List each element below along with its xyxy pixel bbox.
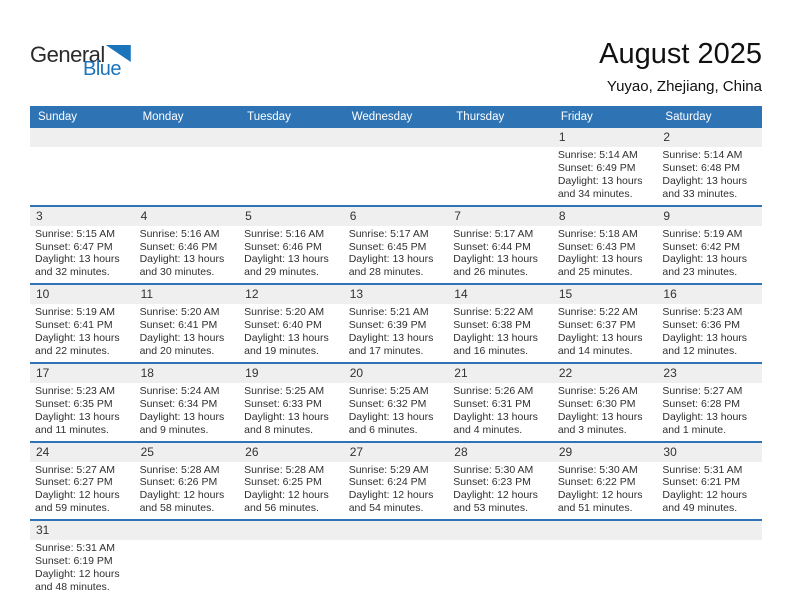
- day-info: [135, 147, 240, 153]
- day-info-line: Sunset: 6:46 PM: [244, 240, 322, 253]
- day-info-line: Daylight: 12 hours: [348, 489, 434, 502]
- week-row: [30, 207, 762, 286]
- day-cell-30: [657, 443, 762, 520]
- day-info-line: and 20 minutes.: [139, 344, 215, 357]
- day-number: 16: [657, 285, 762, 304]
- day-info-line: Daylight: 13 hours: [244, 410, 329, 423]
- day-cell-8: [553, 207, 658, 284]
- day-info-line: Daylight: 12 hours: [557, 489, 643, 502]
- day-info: [239, 304, 344, 362]
- day-info-line: and 49 minutes.: [662, 502, 738, 515]
- week-row: [30, 128, 762, 207]
- day-info-line: and 22 minutes.: [35, 344, 110, 357]
- day-info: [239, 540, 344, 546]
- day-info-line: and 1 minute.: [662, 423, 727, 436]
- day-info-line: Sunset: 6:39 PM: [348, 319, 427, 332]
- day-cell-2: [657, 128, 762, 205]
- day-info-line: and 8 minutes.: [244, 423, 314, 436]
- day-info-line: Daylight: 13 hours: [244, 332, 329, 345]
- day-cell-18: [135, 364, 240, 441]
- weekday-header-sunday: Sunday: [38, 111, 78, 123]
- day-number: 9: [657, 207, 762, 226]
- day-info-line: and 23 minutes.: [662, 266, 738, 279]
- day-cell-empty: [553, 521, 658, 598]
- day-info-line: Daylight: 12 hours: [244, 489, 329, 502]
- day-number: [448, 521, 553, 540]
- day-info-line: Daylight: 13 hours: [557, 410, 643, 423]
- day-info-line: Sunset: 6:31 PM: [453, 397, 531, 410]
- day-number: 10: [30, 285, 135, 304]
- day-info-line: and 58 minutes.: [139, 502, 215, 515]
- day-info-line: Sunrise: 5:30 AM: [557, 463, 638, 476]
- weekday-header-row: [30, 106, 762, 128]
- day-info-line: Daylight: 12 hours: [35, 567, 120, 580]
- weekday-header-wednesday: Wednesday: [351, 111, 413, 123]
- day-info: [657, 383, 762, 441]
- day-cell-empty: [344, 521, 449, 598]
- day-info: [30, 147, 135, 153]
- day-cell-empty: [448, 128, 553, 205]
- day-info-line: Sunset: 6:23 PM: [453, 476, 531, 489]
- day-number: 6: [344, 207, 449, 226]
- day-cell-13: [344, 285, 449, 362]
- calendar-weeks: [30, 128, 762, 598]
- day-info: [448, 462, 553, 520]
- day-info-line: Sunrise: 5:28 AM: [244, 463, 325, 476]
- day-info-line: Sunset: 6:32 PM: [348, 397, 427, 410]
- day-number: 17: [30, 364, 135, 383]
- day-info-line: Daylight: 13 hours: [35, 253, 120, 266]
- day-info-line: Sunset: 6:41 PM: [139, 319, 218, 332]
- week-row: [30, 364, 762, 443]
- day-info-line: Daylight: 13 hours: [662, 174, 748, 187]
- day-info-line: and 53 minutes.: [453, 502, 528, 515]
- day-info-line: and 30 minutes.: [139, 266, 215, 279]
- day-info-line: Sunrise: 5:20 AM: [244, 306, 325, 319]
- day-info-line: and 11 minutes.: [35, 423, 109, 436]
- day-info-line: Daylight: 13 hours: [139, 332, 225, 345]
- day-info-line: Sunset: 6:35 PM: [35, 397, 113, 410]
- weekday-header-tuesday: Tuesday: [247, 111, 291, 123]
- day-info-line: Sunset: 6:47 PM: [35, 240, 113, 253]
- day-info-line: Sunset: 6:40 PM: [244, 319, 322, 332]
- day-info-line: and 14 minutes.: [557, 344, 633, 357]
- weekday-header-friday: Friday: [560, 111, 593, 123]
- day-number: [135, 128, 240, 147]
- day-info-line: Daylight: 13 hours: [348, 253, 434, 266]
- day-number: 18: [135, 364, 240, 383]
- day-info: [344, 226, 449, 284]
- day-number: 25: [135, 443, 240, 462]
- day-number: 20: [344, 364, 449, 383]
- day-info-line: Sunset: 6:25 PM: [244, 476, 322, 489]
- day-cell-19: [239, 364, 344, 441]
- day-info: [135, 462, 240, 520]
- day-cell-26: [239, 443, 344, 520]
- day-info-line: Sunrise: 5:19 AM: [35, 306, 115, 319]
- day-cell-15: [553, 285, 658, 362]
- day-info-line: Sunset: 6:45 PM: [348, 240, 427, 253]
- day-number: 19: [239, 364, 344, 383]
- day-cell-28: [448, 443, 553, 520]
- day-info-line: Sunset: 6:44 PM: [453, 240, 531, 253]
- day-info-line: Daylight: 13 hours: [453, 332, 538, 345]
- day-cell-empty: [448, 521, 553, 598]
- day-info-line: Daylight: 12 hours: [453, 489, 538, 502]
- day-cell-6: [344, 207, 449, 284]
- day-info: [30, 226, 135, 284]
- day-info-line: Sunrise: 5:22 AM: [557, 306, 638, 319]
- day-info-line: and 19 minutes.: [244, 344, 319, 357]
- day-info-line: Sunrise: 5:17 AM: [348, 227, 429, 240]
- day-number: [553, 521, 658, 540]
- day-number: 31: [30, 521, 135, 540]
- day-info: [344, 147, 449, 153]
- day-number: [657, 521, 762, 540]
- day-number: [344, 128, 449, 147]
- day-info-line: Daylight: 13 hours: [557, 174, 643, 187]
- day-info: [657, 304, 762, 362]
- day-info-line: Daylight: 13 hours: [453, 410, 538, 423]
- day-number: 27: [344, 443, 449, 462]
- day-info-line: Sunset: 6:42 PM: [662, 240, 741, 253]
- day-info-line: Sunrise: 5:31 AM: [35, 542, 115, 555]
- day-number: [239, 128, 344, 147]
- day-cell-empty: [344, 128, 449, 205]
- day-info: [344, 540, 449, 546]
- day-info: [553, 462, 658, 520]
- day-info-line: and 6 minutes.: [348, 423, 418, 436]
- day-number: 15: [553, 285, 658, 304]
- day-number: 1: [553, 128, 658, 147]
- day-info-line: and 54 minutes.: [348, 502, 424, 515]
- day-cell-empty: [135, 521, 240, 598]
- day-info-line: Daylight: 13 hours: [139, 253, 225, 266]
- day-info: [344, 462, 449, 520]
- title-block: [599, 38, 762, 95]
- day-info-line: Sunset: 6:38 PM: [453, 319, 531, 332]
- day-cell-10: [30, 285, 135, 362]
- day-cell-3: [30, 207, 135, 284]
- day-info: [239, 226, 344, 284]
- day-info-line: Sunrise: 5:14 AM: [662, 149, 743, 161]
- day-info-line: Sunset: 6:33 PM: [244, 397, 322, 410]
- day-info-line: Daylight: 13 hours: [348, 410, 434, 423]
- day-cell-empty: [657, 521, 762, 598]
- day-info-line: and 34 minutes.: [557, 187, 633, 200]
- day-cell-empty: [135, 128, 240, 205]
- day-info-line: Daylight: 13 hours: [557, 332, 643, 345]
- day-info-line: Daylight: 13 hours: [662, 253, 748, 266]
- day-info-line: Daylight: 13 hours: [557, 253, 643, 266]
- day-info-line: Daylight: 12 hours: [662, 489, 748, 502]
- day-info-line: Sunrise: 5:23 AM: [662, 306, 743, 319]
- day-info-line: Sunrise: 5:30 AM: [453, 463, 534, 476]
- day-number: 11: [135, 285, 240, 304]
- day-info-line: Sunrise: 5:22 AM: [453, 306, 534, 319]
- day-info: [239, 147, 344, 153]
- day-info-line: and 48 minutes.: [35, 580, 110, 593]
- day-info: [553, 147, 658, 205]
- day-number: [344, 521, 449, 540]
- day-cell-29: [553, 443, 658, 520]
- day-info: [553, 304, 658, 362]
- day-cell-21: [448, 364, 553, 441]
- day-cell-24: [30, 443, 135, 520]
- day-info: [135, 226, 240, 284]
- day-cell-22: [553, 364, 658, 441]
- weekday-header-saturday: Saturday: [665, 111, 712, 123]
- day-info-line: Sunrise: 5:18 AM: [557, 227, 638, 240]
- day-number: [135, 521, 240, 540]
- day-info-line: Daylight: 12 hours: [139, 489, 225, 502]
- day-info: [30, 462, 135, 520]
- day-cell-16: [657, 285, 762, 362]
- day-info: [30, 540, 135, 598]
- day-info: [657, 147, 762, 205]
- day-info-line: Daylight: 13 hours: [662, 332, 748, 345]
- day-info-line: Sunset: 6:22 PM: [557, 476, 636, 489]
- day-info-line: and 9 minutes.: [139, 423, 209, 436]
- day-cell-27: [344, 443, 449, 520]
- logo-text-general: General: [30, 42, 105, 67]
- day-cell-empty: [239, 521, 344, 598]
- day-cell-12: [239, 285, 344, 362]
- day-info-line: Sunrise: 5:28 AM: [139, 463, 220, 476]
- day-number: 4: [135, 207, 240, 226]
- day-info: [239, 383, 344, 441]
- day-cell-31: [30, 521, 135, 598]
- weekday-header-thursday: Thursday: [456, 111, 505, 123]
- day-number: [448, 128, 553, 147]
- logo-text-blue: Blue: [83, 58, 122, 80]
- day-info-line: Daylight: 12 hours: [35, 489, 120, 502]
- day-info-line: Sunset: 6:43 PM: [557, 240, 636, 253]
- day-info-line: Sunrise: 5:16 AM: [139, 227, 220, 240]
- day-info-line: and 17 minutes.: [348, 344, 424, 357]
- day-info: [239, 462, 344, 520]
- day-cell-14: [448, 285, 553, 362]
- day-info-line: Daylight: 13 hours: [139, 410, 225, 423]
- day-info-line: Daylight: 13 hours: [348, 332, 434, 345]
- day-number: 2: [657, 128, 762, 147]
- day-info-line: Sunrise: 5:27 AM: [35, 463, 115, 476]
- day-info: [344, 304, 449, 362]
- day-info-line: Sunrise: 5:14 AM: [557, 149, 638, 161]
- day-info: [553, 540, 658, 546]
- day-info-line: Sunrise: 5:20 AM: [139, 306, 220, 319]
- day-cell-25: [135, 443, 240, 520]
- day-info-line: Sunrise: 5:23 AM: [35, 384, 115, 397]
- day-info-line: and 26 minutes.: [453, 266, 528, 279]
- day-info-line: Sunrise: 5:27 AM: [662, 384, 743, 397]
- day-info-line: Sunset: 6:46 PM: [139, 240, 218, 253]
- day-number: 5: [239, 207, 344, 226]
- day-info-line: Sunrise: 5:16 AM: [244, 227, 325, 240]
- day-cell-4: [135, 207, 240, 284]
- day-number: 24: [30, 443, 135, 462]
- day-info-line: Sunrise: 5:19 AM: [662, 227, 743, 240]
- day-info-line: Daylight: 13 hours: [453, 253, 538, 266]
- day-info-line: and 28 minutes.: [348, 266, 424, 279]
- day-info: [30, 383, 135, 441]
- day-number: 26: [239, 443, 344, 462]
- day-info-line: and 16 minutes.: [453, 344, 528, 357]
- day-number: 14: [448, 285, 553, 304]
- day-info-line: and 33 minutes.: [662, 187, 738, 200]
- day-info-line: and 29 minutes.: [244, 266, 319, 279]
- week-row: [30, 285, 762, 364]
- day-info: [553, 226, 658, 284]
- day-number: 22: [553, 364, 658, 383]
- day-info: [657, 226, 762, 284]
- day-info-line: Sunset: 6:21 PM: [662, 476, 741, 489]
- week-row: [30, 443, 762, 522]
- calendar-grid: [30, 106, 762, 598]
- day-info-line: and 4 minutes.: [453, 423, 523, 436]
- week-row: [30, 521, 762, 598]
- day-cell-17: [30, 364, 135, 441]
- day-info-line: Sunrise: 5:24 AM: [139, 384, 220, 397]
- day-info-line: Sunrise: 5:21 AM: [348, 306, 429, 319]
- day-cell-20: [344, 364, 449, 441]
- day-info-line: Sunset: 6:37 PM: [557, 319, 636, 332]
- day-info: [657, 462, 762, 520]
- day-info: [344, 383, 449, 441]
- day-number: 23: [657, 364, 762, 383]
- general-blue-logo: [30, 44, 150, 79]
- day-info-line: Sunset: 6:26 PM: [139, 476, 218, 489]
- day-info-line: Sunset: 6:24 PM: [348, 476, 427, 489]
- weekday-header-monday: Monday: [142, 111, 184, 123]
- day-info: [448, 540, 553, 546]
- day-number: 30: [657, 443, 762, 462]
- day-info-line: Sunset: 6:30 PM: [557, 397, 636, 410]
- day-info-line: and 32 minutes.: [35, 266, 110, 279]
- day-info-line: Sunrise: 5:31 AM: [662, 463, 743, 476]
- day-number: 21: [448, 364, 553, 383]
- day-cell-23: [657, 364, 762, 441]
- day-cell-empty: [239, 128, 344, 205]
- day-info-line: Daylight: 13 hours: [244, 253, 329, 266]
- day-number: 8: [553, 207, 658, 226]
- day-info: [30, 304, 135, 362]
- day-info: [135, 383, 240, 441]
- day-info-line: Sunrise: 5:29 AM: [348, 463, 429, 476]
- day-info: [448, 383, 553, 441]
- day-info-line: Sunset: 6:19 PM: [35, 555, 113, 568]
- day-info-line: Sunset: 6:27 PM: [35, 476, 113, 489]
- day-info-line: Sunrise: 5:25 AM: [348, 384, 429, 397]
- day-info: [657, 540, 762, 546]
- day-info: [448, 226, 553, 284]
- day-info-line: Sunrise: 5:17 AM: [453, 227, 534, 240]
- day-number: 28: [448, 443, 553, 462]
- day-info-line: Sunrise: 5:15 AM: [35, 227, 115, 240]
- day-number: [239, 521, 344, 540]
- day-number: [30, 128, 135, 147]
- day-cell-7: [448, 207, 553, 284]
- day-info: [135, 304, 240, 362]
- day-info-line: Daylight: 13 hours: [662, 410, 748, 423]
- day-info-line: Sunset: 6:28 PM: [662, 397, 741, 410]
- day-number: 13: [344, 285, 449, 304]
- page-subtitle: Yuyao, Zhejiang, China: [606, 78, 762, 95]
- day-info: [448, 147, 553, 153]
- day-cell-5: [239, 207, 344, 284]
- day-info-line: Daylight: 13 hours: [35, 410, 120, 423]
- day-info-line: and 56 minutes.: [244, 502, 319, 515]
- day-info-line: Sunset: 6:49 PM: [557, 161, 636, 174]
- day-info-line: and 59 minutes.: [35, 502, 110, 515]
- day-info-line: Sunset: 6:34 PM: [139, 397, 218, 410]
- day-info-line: and 3 minutes.: [557, 423, 627, 436]
- day-cell-11: [135, 285, 240, 362]
- day-info: [553, 383, 658, 441]
- day-number: 29: [553, 443, 658, 462]
- day-cell-empty: [30, 128, 135, 205]
- day-info: [135, 540, 240, 546]
- day-info-line: Daylight: 13 hours: [35, 332, 120, 345]
- day-info-line: and 51 minutes.: [557, 502, 633, 515]
- day-info-line: Sunrise: 5:25 AM: [244, 384, 325, 397]
- day-number: 3: [30, 207, 135, 226]
- day-info-line: Sunset: 6:41 PM: [35, 319, 113, 332]
- day-info-line: and 12 minutes.: [662, 344, 738, 357]
- page-title: August 2025: [599, 38, 762, 70]
- day-info-line: Sunset: 6:48 PM: [662, 161, 741, 174]
- day-info-line: and 25 minutes.: [557, 266, 633, 279]
- day-info-line: Sunset: 6:36 PM: [662, 319, 741, 332]
- day-info: [448, 304, 553, 362]
- day-info-line: Sunrise: 5:26 AM: [453, 384, 534, 397]
- day-number: 12: [239, 285, 344, 304]
- day-cell-1: [553, 128, 658, 205]
- day-number: 7: [448, 207, 553, 226]
- day-cell-9: [657, 207, 762, 284]
- day-info-line: Sunrise: 5:26 AM: [557, 384, 638, 397]
